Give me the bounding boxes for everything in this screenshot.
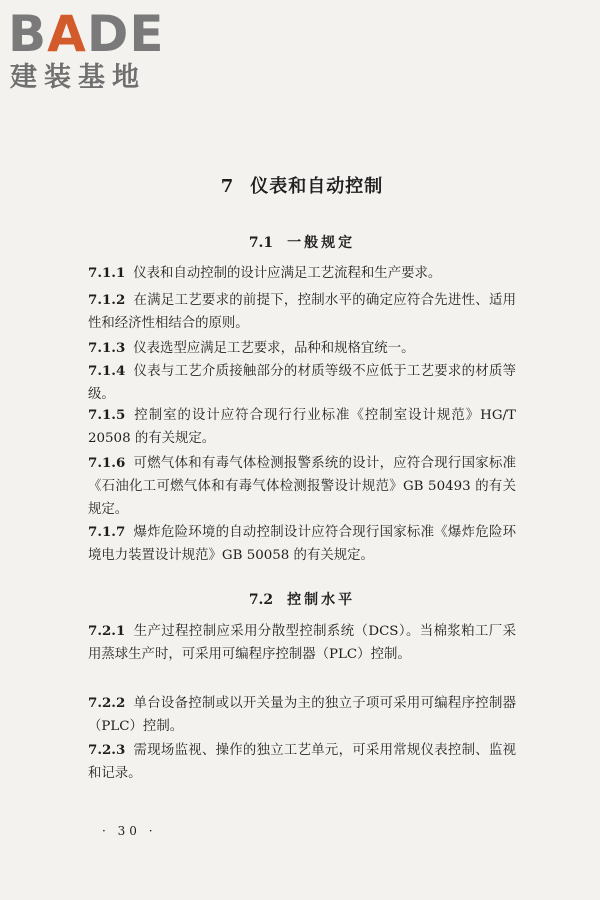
logo-letters-de: DE	[86, 5, 165, 63]
clause-7-1-5	[88, 404, 516, 450]
page-number: · 30 ·	[102, 824, 157, 838]
clause-7-1-7	[88, 521, 516, 567]
clause-number: 7.1.4	[88, 363, 126, 379]
clause-7-1-2	[88, 289, 516, 335]
section-title: 一般规定	[287, 235, 356, 251]
clause-text: 仪表与工艺介质接触部分的材质等级不应低于工艺要求的材质等级。	[88, 364, 516, 402]
clause-text: 仪表选型应满足工艺要求，品种和规格宜统一。	[133, 341, 415, 356]
clause-7-1-3	[88, 337, 516, 360]
clause-text: 需现场监视、操作的独立工艺单元，可采用常规仪表控制、监视和记录。	[88, 743, 516, 781]
clause-7-2-1	[88, 620, 516, 666]
section-number: 7.1	[248, 235, 274, 251]
clause-text: 爆炸危险环境的自动控制设计应符合现行国家标准《爆炸危险环境电力装置设计规范》GB 50058 的有关规定。	[88, 525, 516, 563]
clause-7-1-1	[88, 262, 516, 285]
clause-text: 单台设备控制或以开关量为主的独立子项可采用可编程序控制器（PLC）控制。	[88, 696, 516, 734]
chapter-title: 仪表和自动控制	[250, 176, 384, 197]
section-heading-7-2	[88, 589, 516, 609]
clause-text: 生产过程控制应采用分散型控制系统（DCS）。当棉浆粕工厂采用蒸球生产时，可采用可编程序控制器（PLC）控制。	[88, 624, 516, 662]
clause-number: 7.2.2	[88, 695, 126, 711]
clause-text: 仪表和自动控制的设计应满足工艺流程和生产要求。	[133, 266, 442, 281]
section-heading-7-1	[88, 232, 516, 252]
clause-7-1-6	[88, 452, 516, 521]
clause-text: 在满足工艺要求的前提下，控制水平的确定应符合先进性、适用性和经济性相结合的原则。	[88, 293, 516, 331]
clause-text: 控制室的设计应符合现行行业标准《控制室设计规范》HG/T 20508 的有关规定。	[88, 408, 516, 446]
chapter-heading	[88, 172, 516, 198]
logo-wordmark	[8, 4, 165, 64]
chapter-number: 7	[220, 176, 235, 197]
clause-number: 7.2.3	[88, 742, 126, 758]
section-number: 7.2	[248, 592, 274, 608]
clause-number: 7.1.5	[88, 407, 126, 423]
clause-7-2-2	[88, 692, 516, 738]
logo-letter-b: B	[8, 5, 48, 63]
clause-number: 7.2.1	[88, 623, 126, 639]
clause-7-2-3	[88, 739, 516, 785]
clause-number: 7.1.7	[88, 524, 126, 540]
clause-number: 7.1.2	[88, 292, 126, 308]
logo-letter-a: A	[47, 5, 87, 63]
section-title: 控制水平	[287, 592, 356, 608]
publisher-logo	[6, 4, 181, 96]
clause-7-1-4	[88, 360, 516, 406]
clause-number: 7.1.1	[88, 265, 126, 281]
clause-number: 7.1.3	[88, 340, 126, 356]
clause-number: 7.1.6	[88, 455, 126, 471]
logo-subtitle: 建装基地	[10, 62, 146, 93]
clause-text: 可燃气体和有毒气体检测报警系统的设计，应符合现行国家标准《石油化工可燃气体和有毒气体检测报警设计规范》GB 50493 的有关规定。	[88, 456, 516, 517]
